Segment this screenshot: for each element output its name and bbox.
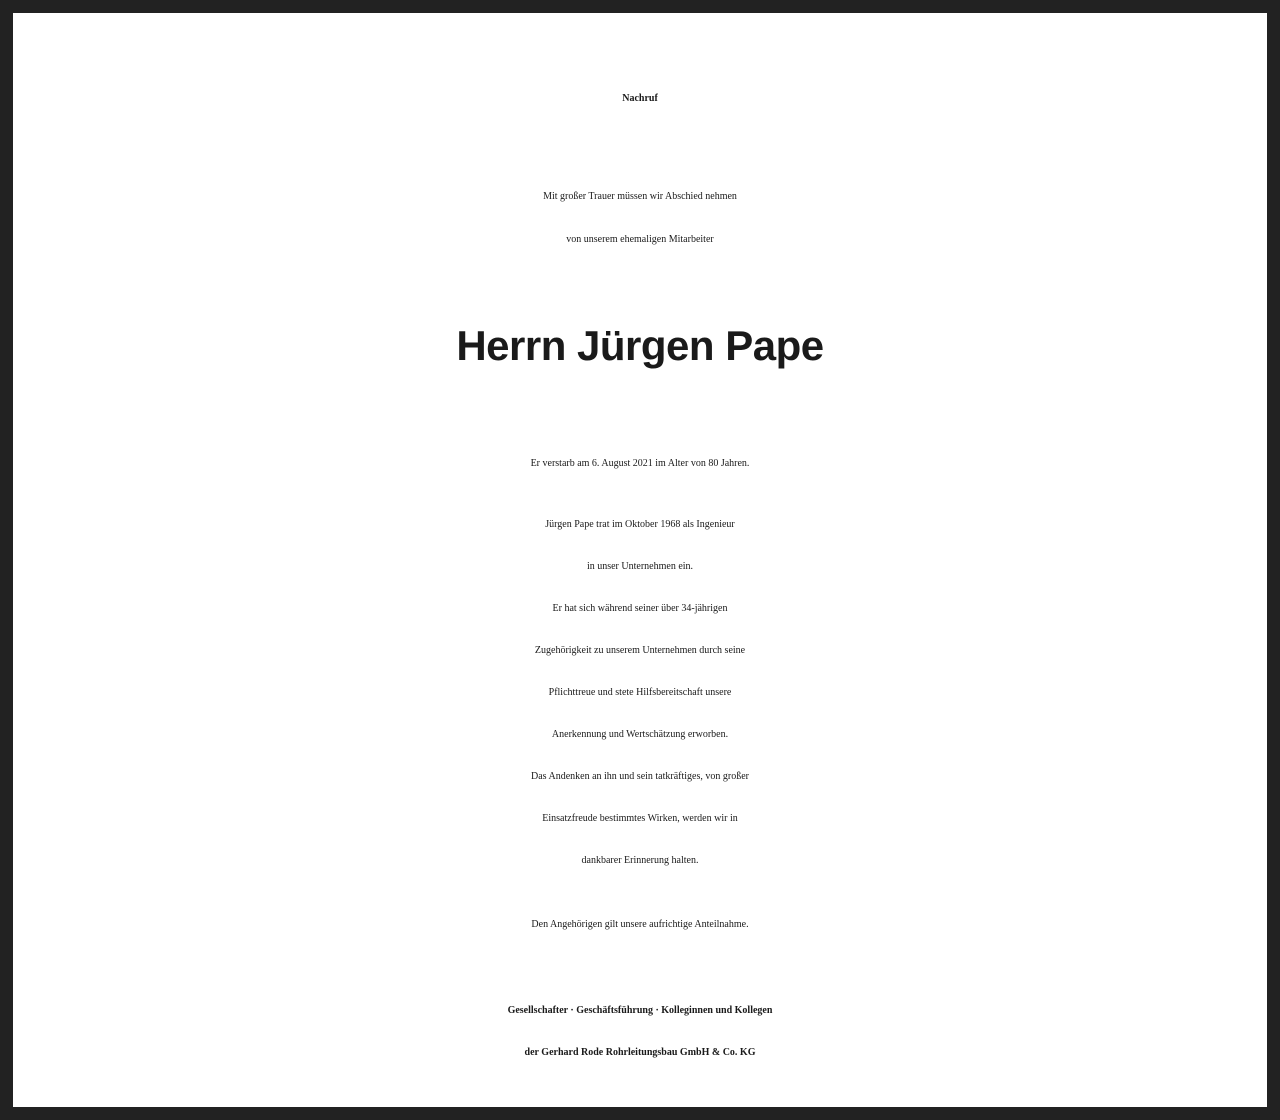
bio-line: Das Andenken an ihn und sein tatkräftiges, von großer: [530, 771, 749, 782]
bio-line: in unser Unternehmen ein.: [586, 561, 694, 572]
intro-line: Mit großer Trauer müssen wir Abschied nehmen: [543, 191, 737, 202]
condolence-line: Den Angehörigen gilt unsere aufrichtige Anteilnahme.: [531, 919, 749, 930]
intro-text: [26, 175, 1254, 261]
obituary-content: [26, 26, 1254, 1094]
signature-line: der Gerhard Rode Rohrleitungsbau GmbH & Co. KG: [524, 1047, 756, 1058]
signature-line: Gesellschafter · Geschäftsführung · Kolleginnen und Kollegen: [507, 1005, 773, 1016]
bio-line: Zugehörigkeit zu unserem Unternehmen durch seine: [534, 645, 746, 656]
signature-block: [26, 990, 1254, 1074]
bio-line: Jürgen Pape trat im Oktober 1968 als Ingenieur: [545, 519, 735, 530]
death-line: Er verstarb am 6. August 2021 im Alter von 80 Jahren.: [530, 458, 750, 469]
bio-line: Pflichttreue und stete Hilfsbereitschaft unsere: [548, 687, 732, 698]
bio-line: Anerkennung und Wertschätzung erworben.: [551, 729, 729, 740]
biography-text: [26, 504, 1254, 882]
intro-line: von unserem ehemaligen Mitarbeiter: [566, 234, 714, 245]
bio-line: dankbarer Erinnerung halten.: [581, 855, 699, 866]
bio-line: Einsatzfreude bestimmtes Wirken, werden wir in: [542, 813, 738, 824]
notice-heading: Nachruf: [622, 93, 658, 104]
deceased-name: Herrn Jürgen Pape: [456, 322, 824, 369]
bio-line: Er hat sich während seiner über 34-jährigen: [552, 603, 728, 614]
